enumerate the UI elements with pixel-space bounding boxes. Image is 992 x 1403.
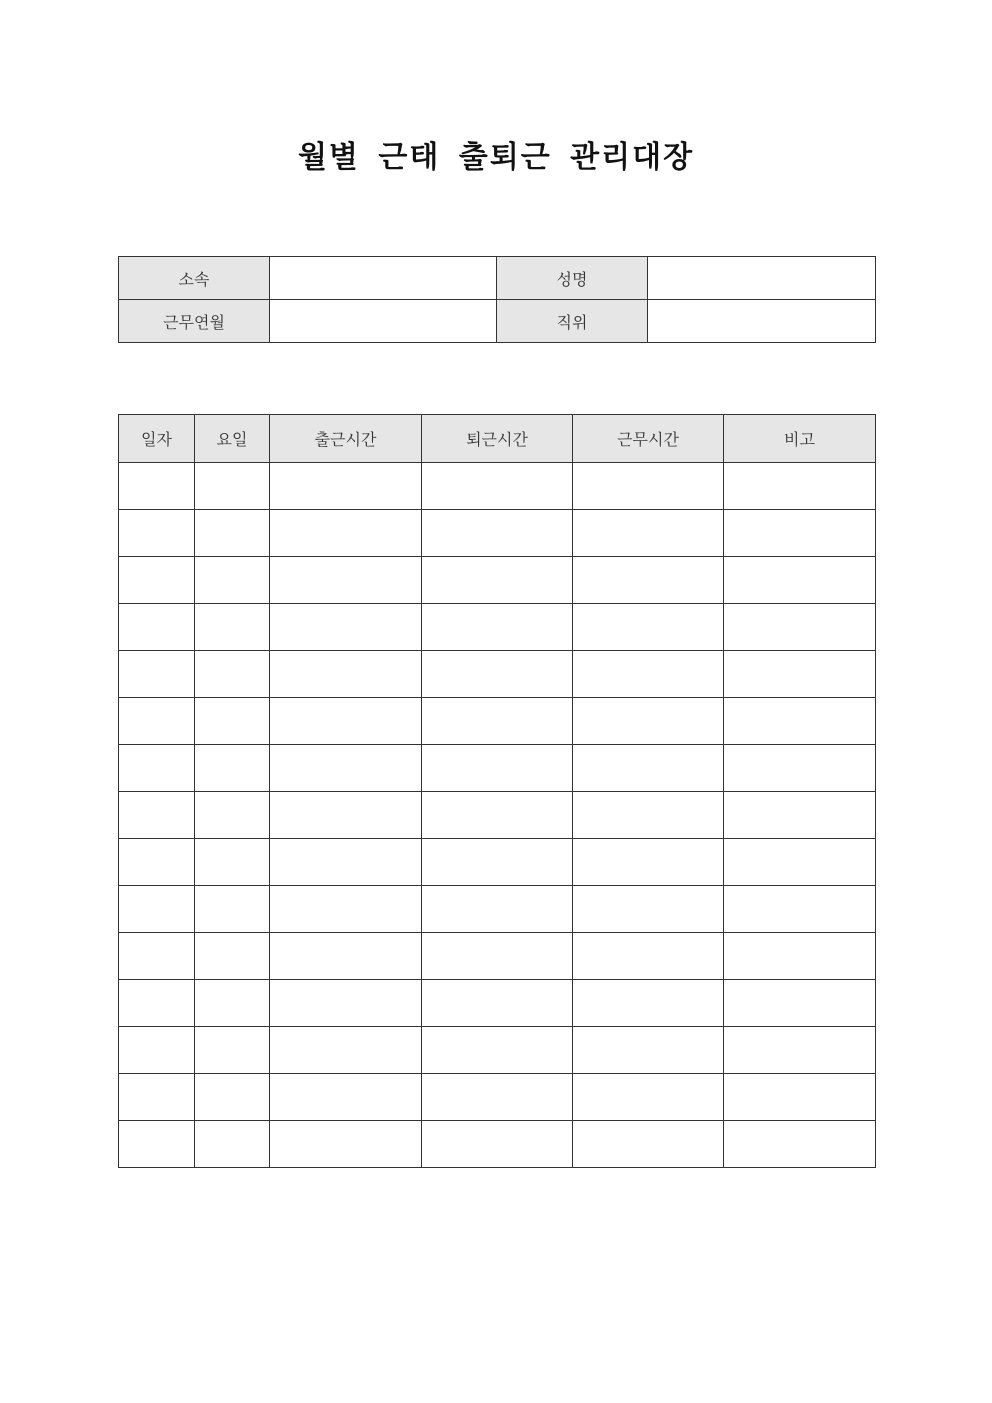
- table-cell[interactable]: [270, 1121, 422, 1168]
- info-value-field[interactable]: [270, 300, 497, 343]
- table-cell[interactable]: [270, 1027, 422, 1074]
- table-cell[interactable]: [724, 1121, 876, 1168]
- table-cell[interactable]: [724, 463, 876, 510]
- table-cell[interactable]: [270, 886, 422, 933]
- table-cell[interactable]: [422, 698, 573, 745]
- table-cell[interactable]: [422, 1027, 573, 1074]
- table-cell[interactable]: [119, 886, 195, 933]
- info-label: 성명: [497, 257, 648, 300]
- column-header: 요일: [195, 415, 270, 463]
- table-cell[interactable]: [195, 698, 270, 745]
- employee-info-table: [118, 256, 876, 343]
- info-row: [119, 300, 876, 343]
- table-row: [119, 1074, 876, 1121]
- table-cell[interactable]: [195, 933, 270, 980]
- column-header: 일자: [119, 415, 195, 463]
- table-cell[interactable]: [422, 933, 573, 980]
- table-cell[interactable]: [195, 745, 270, 792]
- table-cell[interactable]: [422, 1074, 573, 1121]
- table-cell[interactable]: [119, 792, 195, 839]
- table-cell[interactable]: [119, 745, 195, 792]
- table-cell[interactable]: [270, 1074, 422, 1121]
- table-row: [119, 745, 876, 792]
- table-cell[interactable]: [724, 557, 876, 604]
- table-cell[interactable]: [573, 886, 724, 933]
- table-cell[interactable]: [195, 510, 270, 557]
- table-cell[interactable]: [422, 604, 573, 651]
- table-cell[interactable]: [195, 604, 270, 651]
- table-cell[interactable]: [573, 1121, 724, 1168]
- table-cell[interactable]: [195, 1027, 270, 1074]
- table-cell[interactable]: [724, 839, 876, 886]
- table-cell[interactable]: [422, 839, 573, 886]
- table-cell[interactable]: [195, 980, 270, 1027]
- table-cell[interactable]: [270, 557, 422, 604]
- table-cell[interactable]: [573, 1027, 724, 1074]
- table-cell[interactable]: [422, 745, 573, 792]
- table-cell[interactable]: [422, 463, 573, 510]
- table-row: [119, 698, 876, 745]
- table-cell[interactable]: [270, 698, 422, 745]
- info-label: 직위: [497, 300, 648, 343]
- table-row: [119, 839, 876, 886]
- table-cell[interactable]: [573, 510, 724, 557]
- table-row: [119, 1121, 876, 1168]
- table-row: [119, 463, 876, 510]
- table-cell[interactable]: [270, 933, 422, 980]
- table-cell[interactable]: [119, 980, 195, 1027]
- table-cell[interactable]: [195, 792, 270, 839]
- table-row: [119, 651, 876, 698]
- table-cell[interactable]: [422, 886, 573, 933]
- table-cell[interactable]: [422, 1121, 573, 1168]
- table-cell[interactable]: [195, 1121, 270, 1168]
- table-cell[interactable]: [422, 651, 573, 698]
- table-cell[interactable]: [573, 745, 724, 792]
- table-cell[interactable]: [119, 933, 195, 980]
- table-cell[interactable]: [270, 651, 422, 698]
- table-cell[interactable]: [270, 745, 422, 792]
- column-header: 비고: [724, 415, 876, 463]
- table-cell[interactable]: [119, 604, 195, 651]
- table-cell[interactable]: [119, 1074, 195, 1121]
- table-row: [119, 557, 876, 604]
- table-cell[interactable]: [119, 1121, 195, 1168]
- table-cell[interactable]: [573, 980, 724, 1027]
- table-cell[interactable]: [119, 463, 195, 510]
- table-cell[interactable]: [270, 839, 422, 886]
- table-row: [119, 604, 876, 651]
- table-cell[interactable]: [195, 886, 270, 933]
- column-header: 출근시간: [270, 415, 422, 463]
- table-cell[interactable]: [724, 1027, 876, 1074]
- table-cell[interactable]: [119, 510, 195, 557]
- table-cell[interactable]: [724, 651, 876, 698]
- table-cell[interactable]: [573, 463, 724, 510]
- table-cell[interactable]: [119, 1027, 195, 1074]
- table-row: [119, 1027, 876, 1074]
- info-label: 소속: [119, 257, 270, 300]
- table-cell[interactable]: [195, 651, 270, 698]
- table-cell[interactable]: [270, 510, 422, 557]
- table-cell[interactable]: [573, 698, 724, 745]
- table-cell[interactable]: [270, 463, 422, 510]
- table-cell[interactable]: [724, 604, 876, 651]
- table-cell[interactable]: [724, 745, 876, 792]
- page-title: 월별 근태 출퇴근 관리대장: [297, 140, 695, 175]
- table-cell[interactable]: [573, 604, 724, 651]
- table-cell[interactable]: [724, 980, 876, 1027]
- table-cell[interactable]: [573, 933, 724, 980]
- table-cell[interactable]: [724, 1074, 876, 1121]
- table-cell[interactable]: [422, 510, 573, 557]
- table-cell[interactable]: [195, 557, 270, 604]
- table-cell[interactable]: [270, 604, 422, 651]
- table-row: [119, 933, 876, 980]
- table-cell[interactable]: [270, 792, 422, 839]
- table-cell[interactable]: [724, 792, 876, 839]
- table-cell[interactable]: [573, 792, 724, 839]
- table-cell[interactable]: [119, 698, 195, 745]
- info-value-field[interactable]: [270, 257, 497, 300]
- table-cell[interactable]: [119, 839, 195, 886]
- column-header: 근무시간: [573, 415, 724, 463]
- table-row: [119, 980, 876, 1027]
- table-cell[interactable]: [119, 651, 195, 698]
- table-cell[interactable]: [724, 886, 876, 933]
- table-cell[interactable]: [119, 557, 195, 604]
- table-cell[interactable]: [195, 463, 270, 510]
- table-cell[interactable]: [724, 698, 876, 745]
- table-row: [119, 792, 876, 839]
- table-cell[interactable]: [573, 839, 724, 886]
- table-cell[interactable]: [195, 839, 270, 886]
- table-cell[interactable]: [573, 1074, 724, 1121]
- table-cell[interactable]: [724, 933, 876, 980]
- info-value-field[interactable]: [648, 257, 876, 300]
- table-cell[interactable]: [573, 651, 724, 698]
- info-row: [119, 257, 876, 300]
- table-cell[interactable]: [573, 557, 724, 604]
- table-row: [119, 510, 876, 557]
- column-header: 퇴근시간: [422, 415, 573, 463]
- table-cell[interactable]: [270, 980, 422, 1027]
- table-cell[interactable]: [724, 510, 876, 557]
- info-label: 근무연월: [119, 300, 270, 343]
- table-cell[interactable]: [422, 980, 573, 1027]
- table-row: [119, 886, 876, 933]
- info-value-field[interactable]: [648, 300, 876, 343]
- table-cell[interactable]: [422, 792, 573, 839]
- table-cell[interactable]: [195, 1074, 270, 1121]
- table-header-row: [119, 415, 876, 463]
- table-cell[interactable]: [422, 557, 573, 604]
- attendance-log-table: [118, 414, 876, 1168]
